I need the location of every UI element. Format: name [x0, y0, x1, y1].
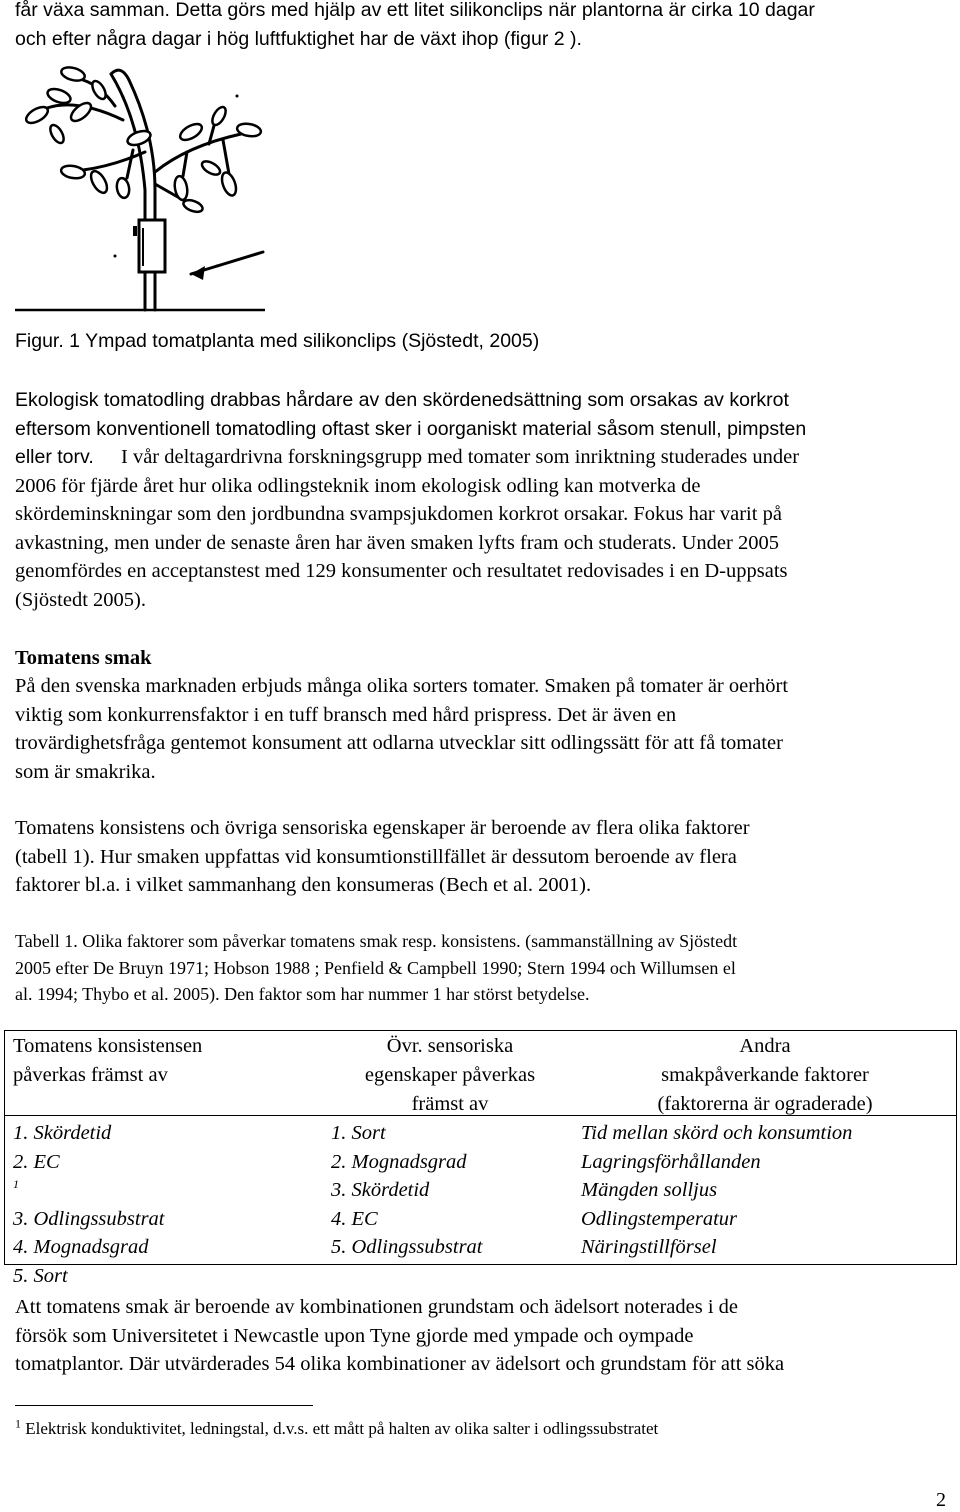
- text-line: (Sjöstedt 2005).: [15, 588, 146, 611]
- table-column-1: [13, 1119, 165, 1290]
- text-line: eftersom konventionell tomatodling oftast sker i oorganiskt material såsom stenull, pimpsten: [15, 417, 807, 440]
- table-cell: Näringstillförsel: [581, 1236, 717, 1258]
- text-line: 2005 efter De Bruyn 1971; Hobson 1988 ; Penfield & Campbell 1990; Stern 1994 och Willumsen el: [15, 957, 736, 978]
- paragraph-3: [15, 814, 950, 900]
- paragraph-1-end: [15, 443, 94, 472]
- text-line: försök som Universitetet i Newcastle upon Tyne gjorde med ympade och oympade: [15, 1324, 694, 1347]
- table-header-col-1: [13, 1032, 202, 1090]
- text-line: al. 1994; Thybo et al. 2005). Den faktor som har nummer 1 har störst betydelse.: [15, 984, 590, 1004]
- table-cell: 1. Skördetid: [13, 1122, 112, 1144]
- paragraph-4: [15, 1293, 950, 1379]
- text-line: Att tomatens smak är beroende av kombinationen grundstam och ädelsort noterades i de: [15, 1296, 738, 1318]
- text-line: Ekologisk tomatodling drabbas hårdare av den skördenedsättning som orsakas av korkrot: [15, 389, 789, 411]
- footnote-line: [15, 1416, 950, 1443]
- text-line: trovärdighetsfråga gentemot konsument att odlarna utvecklar sitt odlingssätt för att få tomater: [15, 732, 783, 754]
- header-line: (faktorerna är ograderade): [657, 1093, 873, 1115]
- caption-text: Figur. 1 Ympad tomatplanta med silikonclips (Sjöstedt, 2005): [15, 330, 540, 352]
- paragraph-2: [15, 672, 950, 786]
- footnote-text: Elektrisk konduktivitet, ledningstal, d.v.s. ett mått på halten av olika salter i odlingssubstratet: [25, 1419, 659, 1438]
- table-cell: 5. Sort: [13, 1264, 68, 1287]
- grafted-tomato-plant-illustration: [15, 60, 285, 330]
- table-cell: 4. EC: [331, 1207, 378, 1230]
- table-column-3: [581, 1119, 852, 1262]
- table-cell: 3. Skördetid: [331, 1179, 430, 1201]
- text-line: genomfördes en acceptanstest med 129 konsumenter och resultatet redovisades i en D-uppsats: [15, 560, 788, 582]
- table-cell-text: 2. EC: [13, 1150, 60, 1173]
- header-line: påverkas främst av: [13, 1064, 168, 1086]
- section-heading: [15, 644, 950, 673]
- table-cell: 5. Odlingssubstrat: [331, 1236, 483, 1258]
- text-line: eller torv.: [15, 446, 94, 468]
- text-line: och efter några dagar i hög luftfuktighet har de växt ihop (figur 2 ).: [15, 27, 582, 50]
- text-line: avkastning, men under de senaste åren har även smaken lyfts fram och studerats. Under 2005: [15, 531, 779, 554]
- figure-caption: [15, 327, 950, 356]
- text-line: skördeminskningar som den jordbundna svampsjukdomen korkrot orsakar. Fokus har varit på: [15, 503, 782, 525]
- header-line: smakpåverkande faktorer: [661, 1064, 869, 1086]
- table-cell: [13, 1148, 165, 1205]
- table-cell: Tid mellan skörd och konsumtion: [581, 1122, 853, 1144]
- text-line: Tabell 1. Olika faktorer som påverkar tomatens smak resp. konsistens. (sammanställning av Sjöstedt: [15, 931, 738, 951]
- text-line: viktig som konkurrensfaktor i en tuff bransch med hård prispress. Det är även en: [15, 703, 677, 726]
- footnote-divider: [15, 1405, 313, 1406]
- text-line: faktorer bl.a. i vilket sammanhang den konsumeras (Bech et al. 2001).: [15, 874, 592, 896]
- table-cell: 3. Odlingssubstrat: [13, 1207, 165, 1230]
- text-line: Tomatens konsistens och övriga sensoriska egenskaper är beroende av flera olika faktorer: [15, 817, 750, 839]
- table-cell: 2. Mognadsgrad: [331, 1150, 467, 1173]
- text-line: tomatplantor. Där utvärderades 54 olika kombinationer av ädelsort och grundstam för att söka: [15, 1353, 785, 1375]
- text-line: I vår deltagardrivna forskningsgrupp med tomater som inriktning studerades under: [121, 446, 800, 468]
- text-line: får växa samman. Detta görs med hjälp av ett litet silikonclips när plantorna är cirka 10 dagar: [15, 0, 815, 21]
- header-line: Andra: [739, 1035, 791, 1057]
- intro-paragraph: [15, 0, 950, 53]
- table-cell: 4. Mognadsgrad: [13, 1236, 149, 1258]
- table-header-col-2: [325, 1032, 575, 1119]
- arrow-icon: [191, 266, 205, 280]
- footnote-marker: 1: [15, 1416, 21, 1431]
- text-line: som är smakrika.: [15, 760, 156, 783]
- paragraph-1: [15, 386, 950, 443]
- table-header-rule: [5, 1115, 956, 1116]
- text-line: (tabell 1). Hur smaken uppfattas vid konsumtionstillfället är dessutom beroende av flera: [15, 845, 737, 868]
- table-cell: Odlingstemperatur: [581, 1207, 738, 1230]
- table-caption: [15, 928, 950, 1008]
- paragraph-1-body: [15, 472, 950, 615]
- footnote-ref: 1: [13, 1177, 19, 1192]
- footnote: [15, 1416, 950, 1443]
- heading-text: Tomatens smak: [15, 647, 152, 669]
- table-header-col-3: [605, 1032, 925, 1119]
- table-cell: Mängden solljus: [581, 1179, 718, 1201]
- header-line: Tomatens konsistensen: [13, 1035, 203, 1057]
- table-column-2: [331, 1119, 483, 1262]
- page-number: 2: [936, 1489, 946, 1511]
- header-line: främst av: [411, 1093, 489, 1115]
- header-line: Övr. sensoriska: [386, 1035, 514, 1057]
- table-cell: Lagringsförhållanden: [581, 1150, 761, 1173]
- factors-table: [4, 1030, 957, 1287]
- text-line: 2006 för fjärde året hur olika odlingsteknik inom ekologisk odling kan motverka de: [15, 474, 701, 497]
- table-cell: 1. Sort: [331, 1122, 386, 1144]
- header-line: egenskaper påverkas: [364, 1064, 536, 1086]
- text-line: På den svenska marknaden erbjuds många olika sorters tomater. Smaken på tomater är oerhört: [15, 675, 789, 697]
- paragraph-1-continued: [121, 443, 951, 472]
